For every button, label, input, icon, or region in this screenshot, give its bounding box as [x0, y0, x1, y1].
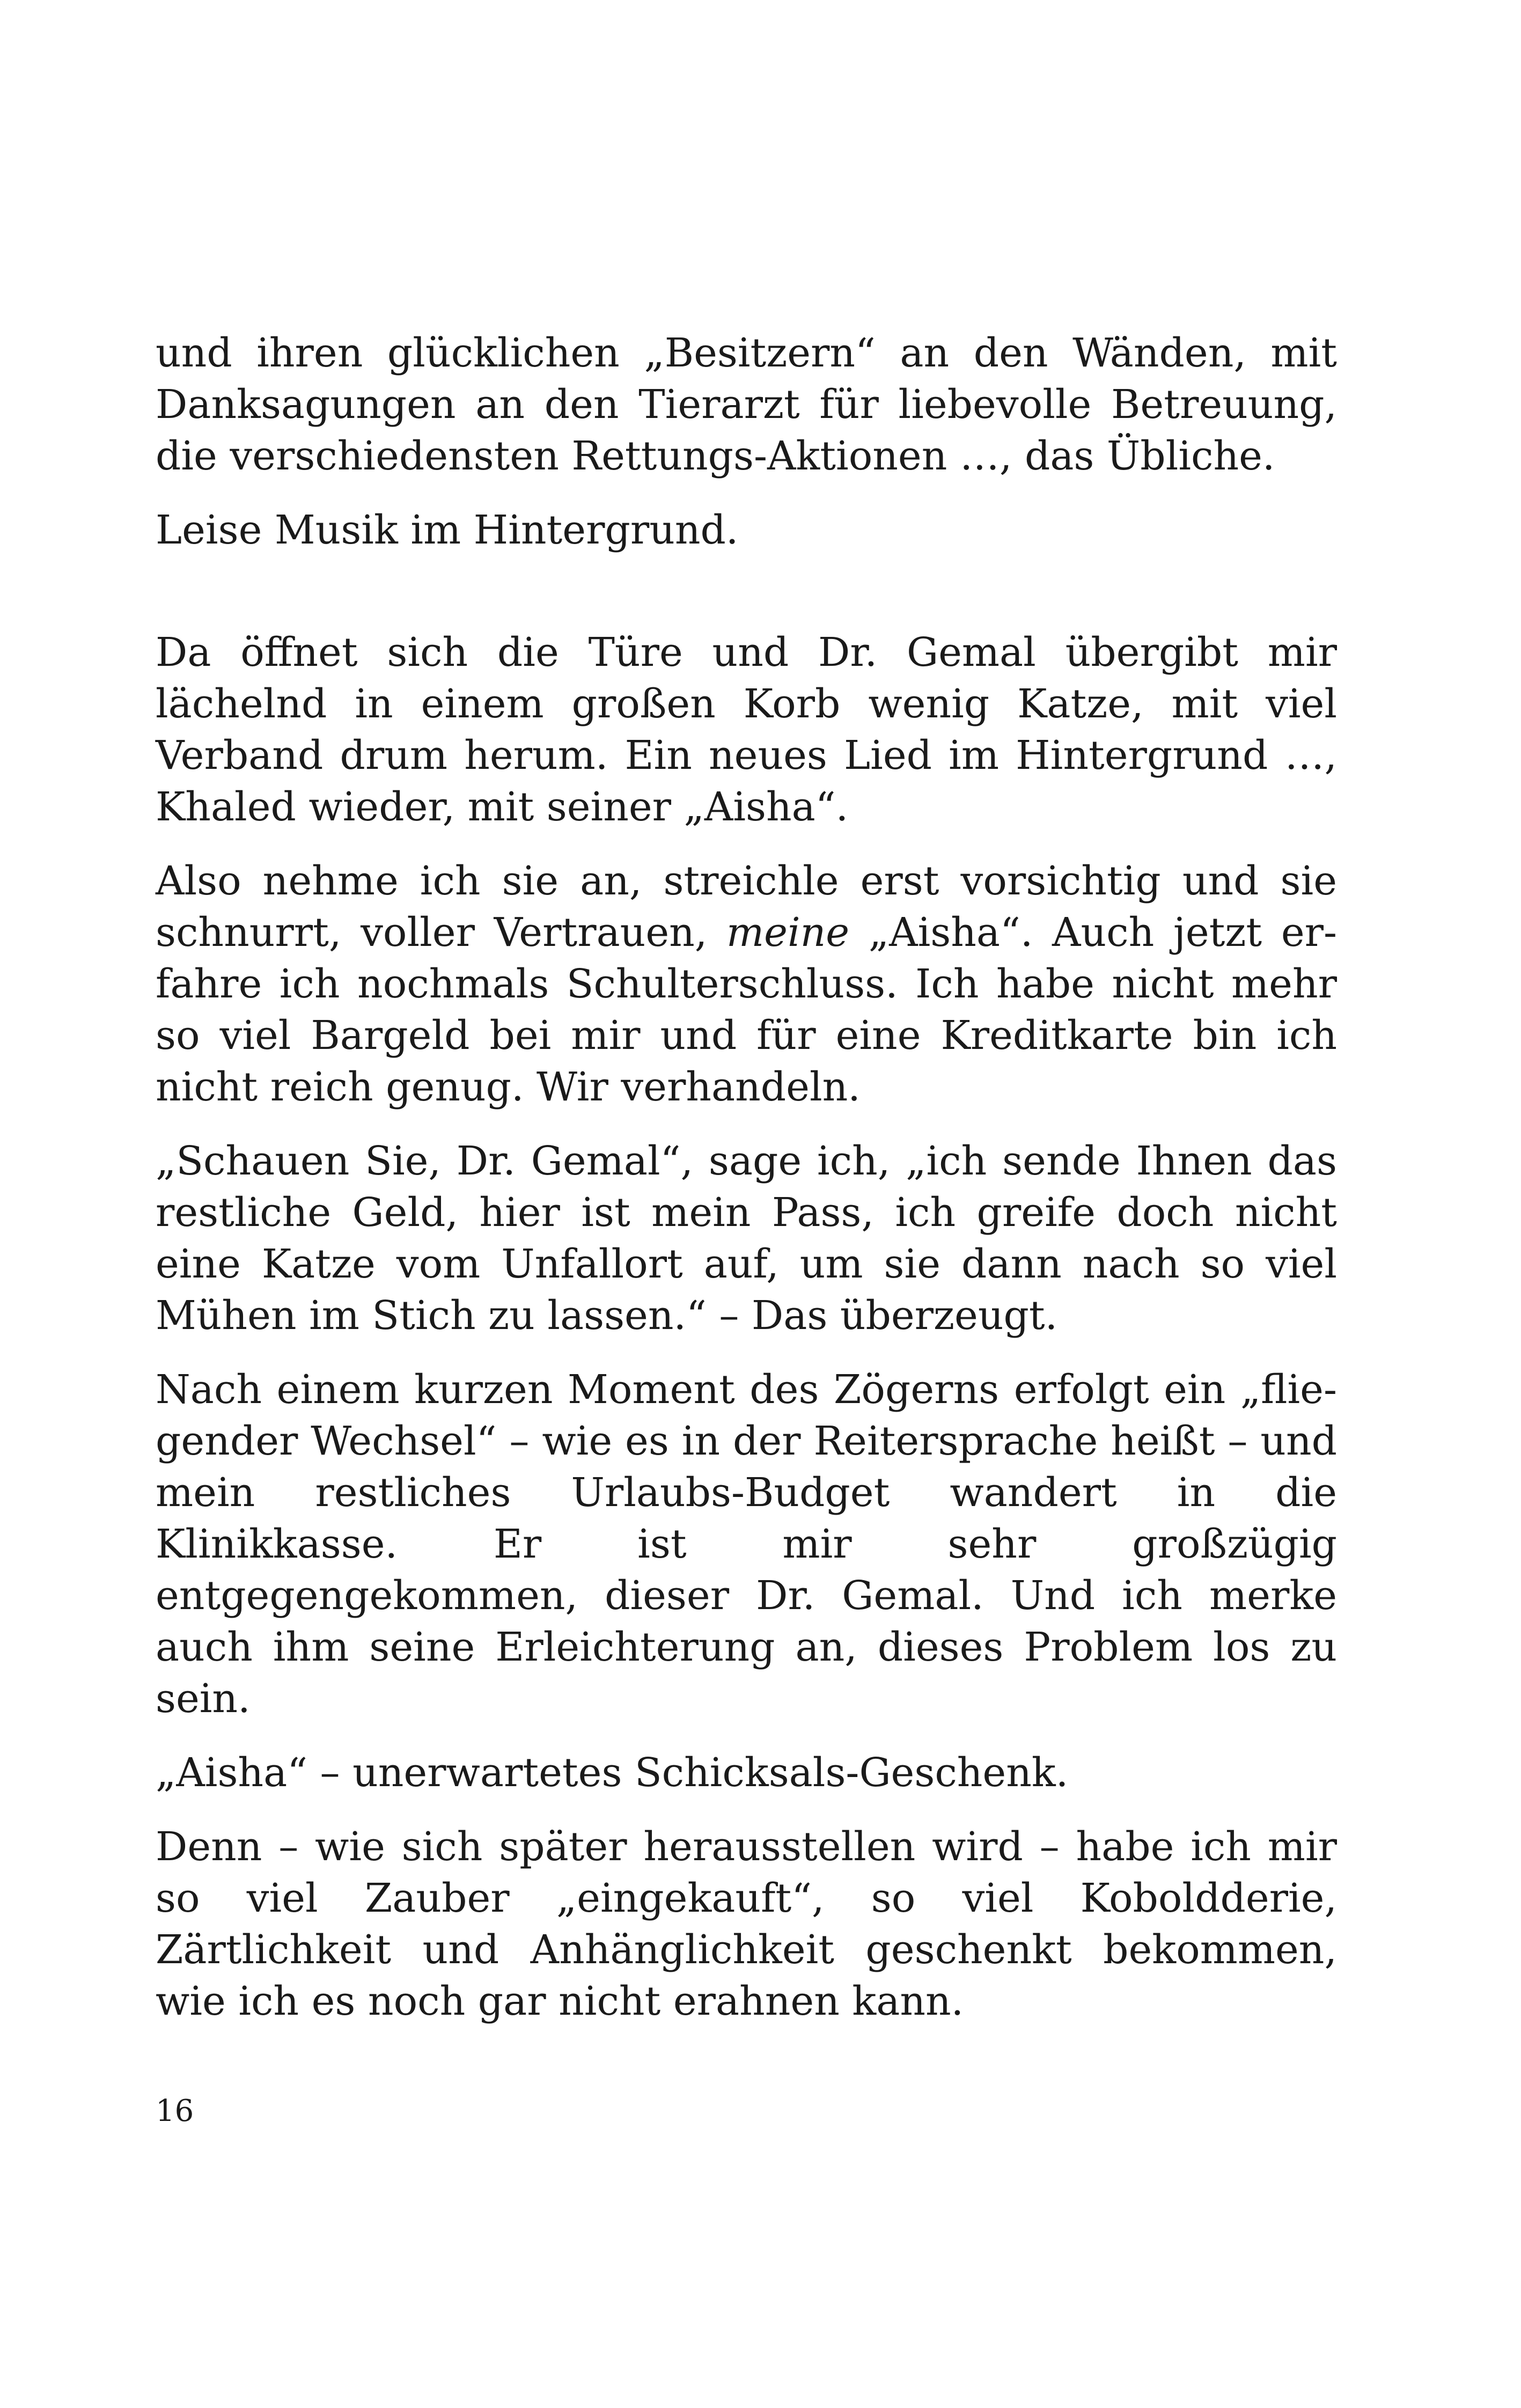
paragraph: Da öffnet sich die Türe und Dr. Gemal übergibt mir lächelnd in einem großen Korb wenig Katze, mit viel Verband drum herum. Ein neues Lied im Hintergrund …, Khaled wieder, mit seiner „Aisha“.	[156, 629, 1337, 830]
body-text	[156, 327, 1337, 2027]
paragraph: und ihren glücklichen „Besitzern“ an den Wänden, mit Danksagungen an den Tierarzt für liebevolle Betreuung, die verschiedensten Rettungs-Aktionen …, das Übliche.	[156, 330, 1337, 479]
paragraph: Leise Musik im Hintergrund.	[156, 507, 739, 553]
paragraph: Nach einem kurzen Moment des Zögerns erfolgt ein „fliegender Wechsel“ – wie es in der Reitersprache heißt – und mein restliches Urlaubs-Budget wandert in die Klinikkasse. Er ist mir sehr großzügig entgegengekommen, dieser Dr. Gemal. Und ich merke auch ihm seine Erleichterung an, dieses Problem los zu sein.	[156, 1367, 1337, 1722]
emphasis-text: meine	[726, 909, 850, 956]
paragraph: „Schauen Sie, Dr. Gemal“, sage ich, „ich sende Ihnen das restliche Geld, hier ist mein Pass, ich greife doch nicht eine Katze vom Unfallort auf, um sie dann nach so viel Mühen im Stich zu lassen.“ – Das überzeugt.	[156, 1138, 1337, 1339]
page-number: 16	[156, 2094, 194, 2128]
paragraph: Also nehme ich sie an, streichle erst vorsichtig und sie schnurrt, voller Vertrauen, meine „Aisha“. Auch jetzt erfahre ich nochmals Schulterschluss. Ich habe nicht mehr so viel Bargeld bei mir und für eine Kreditkarte bin ich nicht reich genug. Wir verhandeln.	[156, 858, 1337, 1110]
paragraph: „Aisha“ – unerwartetes Schicksals-Geschenk.	[156, 1750, 1069, 1796]
paragraph: Denn – wie sich später herausstellen wird – habe ich mir so viel Zauber „eingekauft“, so viel Koboldderie, Zärtlichkeit und Anhänglichkeit geschenkt bekommen, wie ich es noch gar nicht erahnen kann.	[156, 1824, 1337, 2024]
